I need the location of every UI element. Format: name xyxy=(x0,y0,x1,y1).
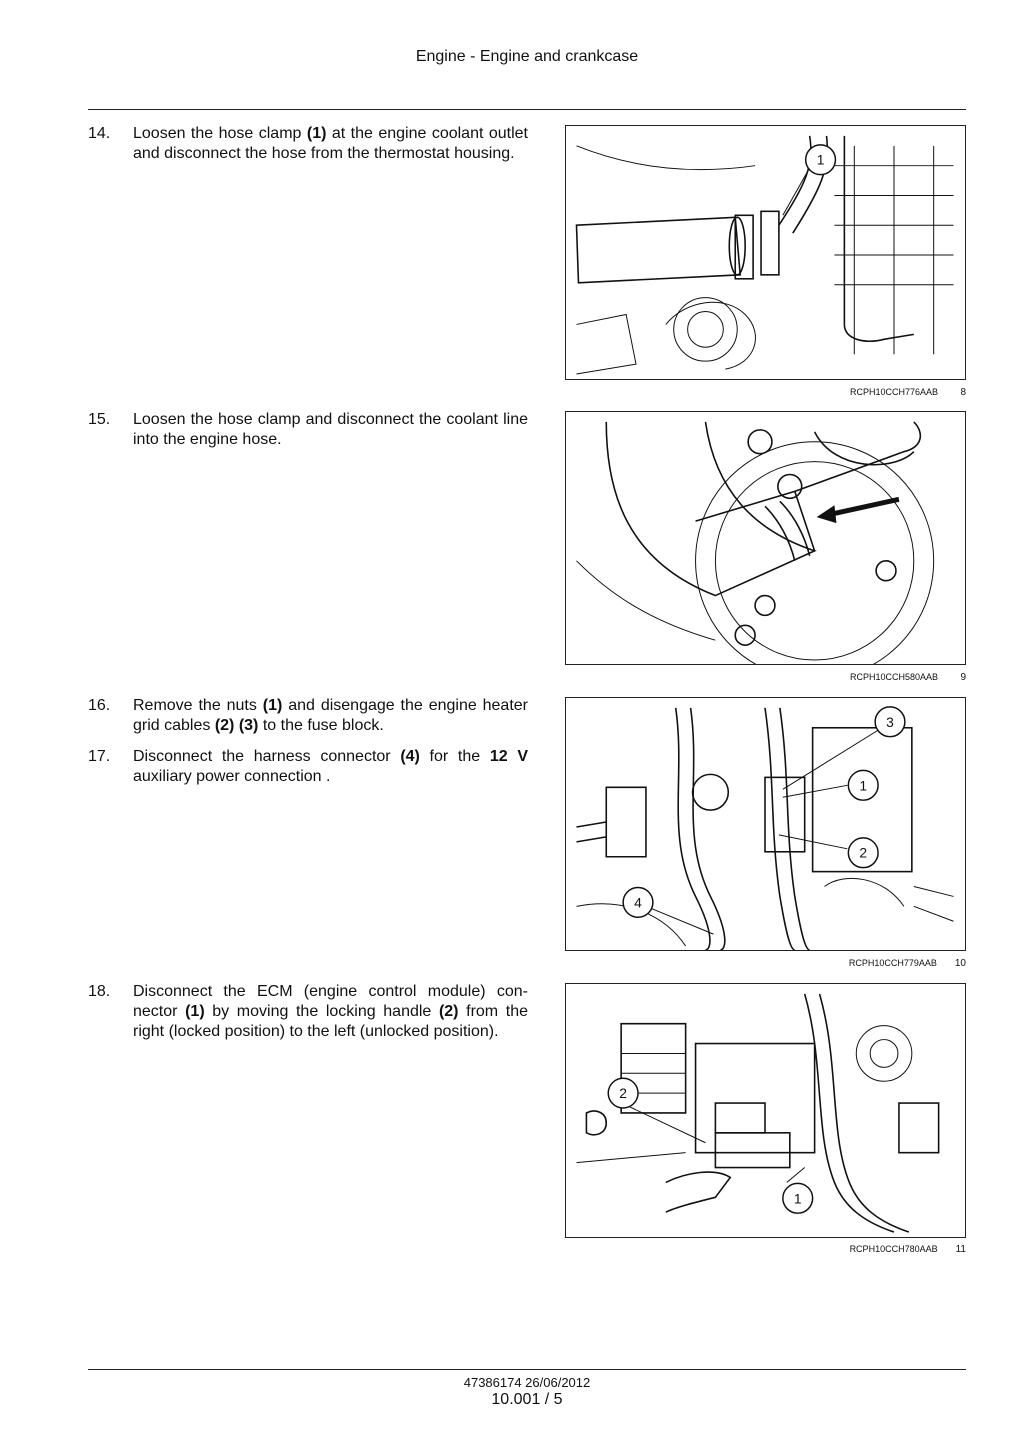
figure-number: 10 xyxy=(954,958,966,969)
engine-coolant-outlet-drawing xyxy=(566,126,965,379)
fuse-block-heater-cables-drawing xyxy=(566,698,965,950)
page-header-title: Engine - Engine and crankcase xyxy=(415,48,639,65)
callout-1 xyxy=(848,770,878,800)
figure-number: 8 xyxy=(960,387,966,398)
step-number: 16. xyxy=(88,697,111,714)
step-text-emphasis: 12 V xyxy=(489,748,528,765)
step-14 xyxy=(88,124,528,164)
figure-9-illustration xyxy=(565,411,966,665)
callout-1 xyxy=(783,1183,813,1213)
page-number: 10.001 / 5 xyxy=(491,1391,563,1408)
step-15 xyxy=(88,410,528,450)
step-17 xyxy=(88,747,528,787)
step-text xyxy=(133,982,528,1042)
figure-9-caption xyxy=(565,672,966,683)
svg-text:1: 1 xyxy=(793,1190,802,1207)
step-text-run: for the xyxy=(419,748,490,765)
svg-text:4: 4 xyxy=(634,894,642,911)
figure-number: 9 xyxy=(960,672,966,683)
step-text-run: Loosen the hose clamp xyxy=(133,125,307,142)
figure-11-caption xyxy=(565,1244,966,1255)
callout-2 xyxy=(848,838,878,868)
step-text-run: to the fuse block. xyxy=(258,717,384,734)
svg-text:1: 1 xyxy=(859,777,868,794)
svg-text:1: 1 xyxy=(816,151,825,168)
coolant-line-hose-drawing xyxy=(566,412,965,664)
step-16 xyxy=(88,696,528,736)
step-number: 15. xyxy=(88,411,111,428)
svg-text:2: 2 xyxy=(859,844,868,861)
step-text-emphasis: (1) xyxy=(185,1003,205,1020)
figure-code: RCPH10CCH580AAB xyxy=(849,672,938,682)
figure-number: 11 xyxy=(955,1244,966,1255)
callout-1 xyxy=(806,145,836,175)
callout-4 xyxy=(623,887,653,917)
step-text-emphasis: (1) xyxy=(306,125,327,142)
figure-8-caption xyxy=(565,387,966,398)
step-text-run: from the right (locked position) to the left (unlocked position). xyxy=(133,1003,528,1040)
step-text xyxy=(133,747,528,787)
step-18 xyxy=(88,982,528,1042)
step-text-run: Loosen the hose clamp and disconnect the coolant line into the engine hose. xyxy=(133,411,528,448)
step-number: 14. xyxy=(88,125,111,142)
step-text-run: Disconnect the harness connector xyxy=(133,748,401,765)
step-text xyxy=(133,696,528,736)
step-text-run: auxiliary power connection . xyxy=(133,768,331,785)
figure-code: RCPH10CCH780AAB xyxy=(849,1244,938,1254)
step-text-emphasis: (1) xyxy=(262,697,283,714)
callout-2 xyxy=(608,1078,638,1108)
step-text-run: Remove the nuts xyxy=(133,697,263,714)
footer-rule xyxy=(88,1369,966,1370)
svg-text:3: 3 xyxy=(886,713,894,730)
step-text-emphasis: (2) (3) xyxy=(214,717,259,734)
figure-10-illustration xyxy=(565,697,966,951)
step-text-emphasis: (2) xyxy=(438,1003,459,1020)
step-text-run: Disconnect the ECM (engine control module) con- nector xyxy=(133,983,528,1020)
callout-3 xyxy=(875,707,905,737)
step-text-run: by moving the locking handle xyxy=(204,1003,439,1020)
svg-text:2: 2 xyxy=(619,1085,627,1102)
ecm-connector-drawing xyxy=(566,984,965,1237)
step-text xyxy=(133,124,528,164)
figure-code: RCPH10CCH779AAB xyxy=(848,958,937,968)
figure-10-caption xyxy=(565,958,966,969)
figure-8-illustration xyxy=(565,125,966,380)
document-reference: 47386174 26/06/2012 xyxy=(463,1375,591,1390)
figure-11-illustration xyxy=(565,983,966,1238)
header-rule xyxy=(88,109,966,110)
step-number: 17. xyxy=(88,748,111,765)
step-text-emphasis: (4) xyxy=(400,748,420,765)
step-text-run: at the engine coolant outlet and disconnect the hose from the thermostat housing. xyxy=(133,125,529,162)
step-text-run: and disengage the engine heater grid cables xyxy=(133,697,529,734)
step-text xyxy=(133,410,528,450)
step-number: 18. xyxy=(88,983,111,1000)
figure-code: RCPH10CCH776AAB xyxy=(849,387,938,397)
